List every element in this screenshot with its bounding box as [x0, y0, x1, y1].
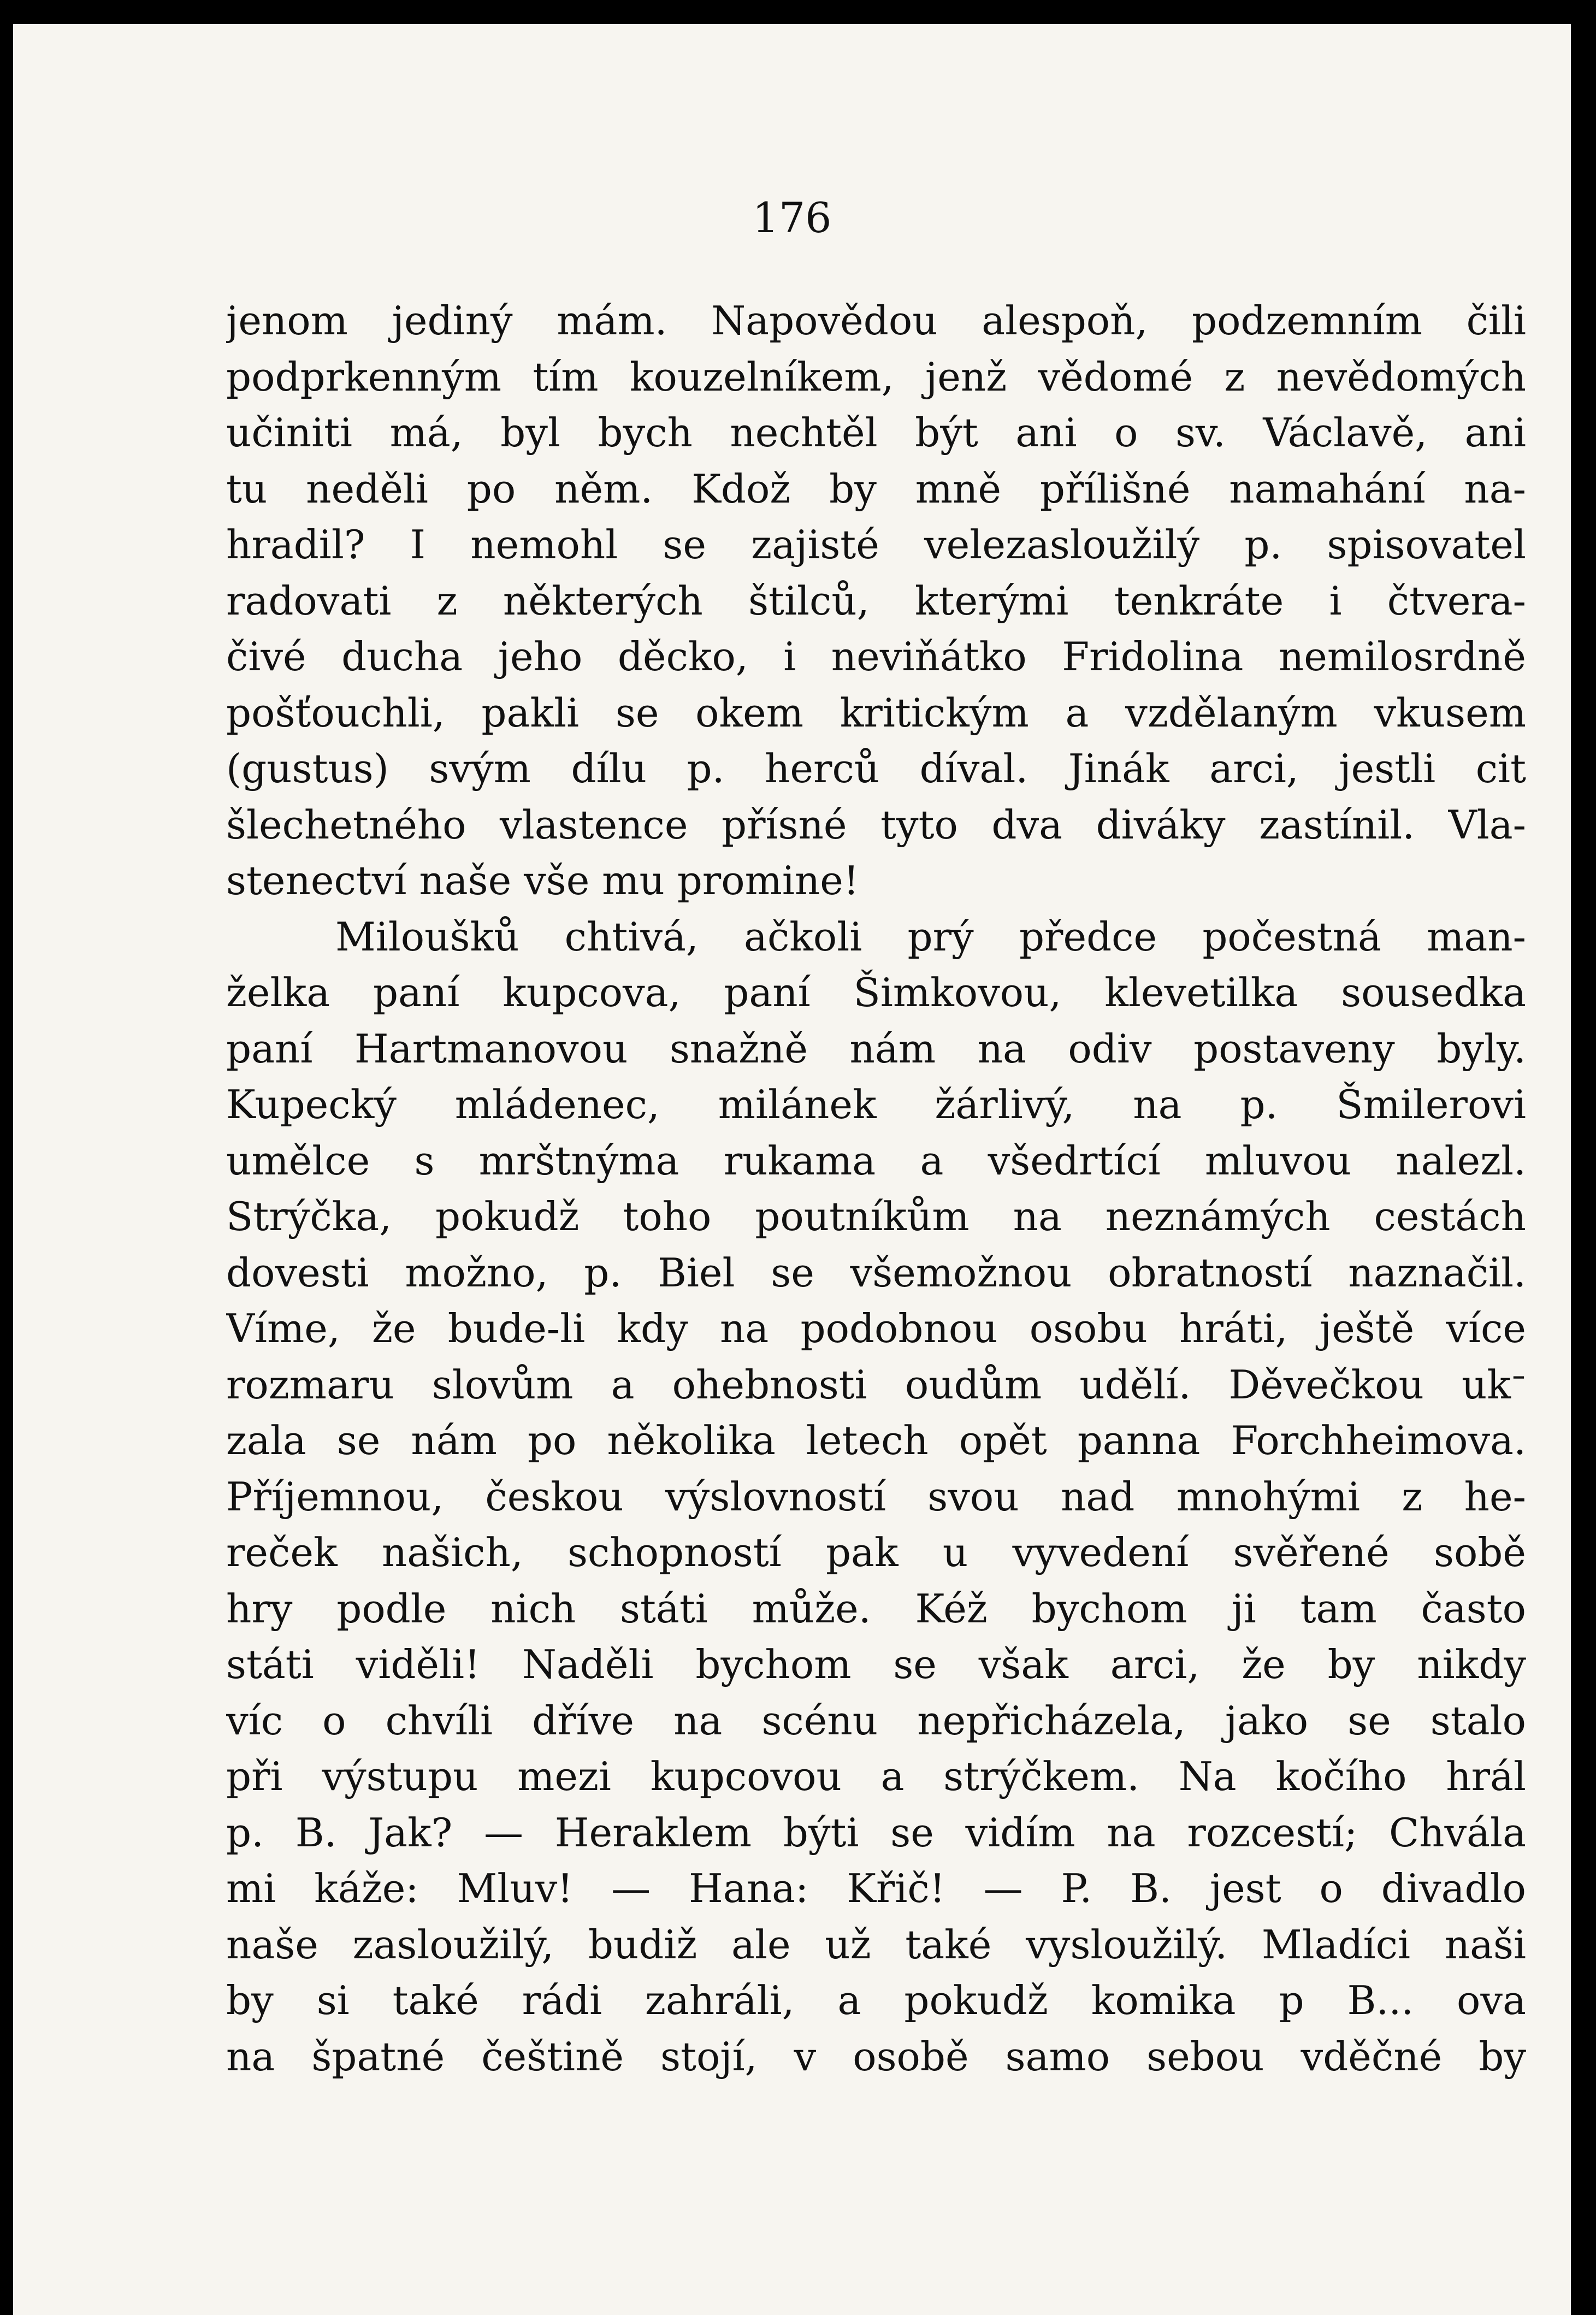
- text-line: Příjemnou, českou výslovností svou nad mnohými z he-: [226, 1473, 1526, 1520]
- text-line: státi viděli! Naděli bychom se však arci, že by nikdy: [226, 1641, 1526, 1687]
- text-line: hry podle nich státi může. Kéž bychom ji tam často: [226, 1585, 1526, 1632]
- text-line: při výstupu mezi kupcovou a strýčkem. Na kočího hrál: [226, 1753, 1526, 1799]
- text-line: tu neděli po něm. Kdož by mně přílišné namahání na-: [226, 465, 1526, 512]
- text-line: by si také rádi zahráli, a pokudž komika p B... ova: [226, 1977, 1526, 2023]
- text-line: umělce s mrštnýma rukama a všedrtící mluvou nalezl.: [226, 1137, 1526, 1184]
- text-line: mi káže: Mluv! — Hana: Křič! — P. B. jest o divadlo: [226, 1865, 1526, 1911]
- text-line: dovesti možno, p. Biel se všemožnou obratností naznačil.: [226, 1249, 1526, 1296]
- text-line: naše zasloužilý, budiž ale už také vysloužilý. Mladíci naši: [226, 1921, 1526, 1968]
- paragraph-end-line: stenectví naše vše mu promine!: [226, 858, 859, 903]
- text-line: jenom jediný mám. Napovědou alespoň, podzemním čili: [226, 298, 1526, 344]
- text-line: zala se nám po několika letech opět panna Forchheimova.: [226, 1418, 1526, 1463]
- text-line: hradil? I nemohl se zajisté velezasloužilý p. spisovatel: [226, 522, 1526, 568]
- text-line: p. B. Jak? — Heraklem býti se vidím na rozcestí; Chvála: [226, 1809, 1526, 1856]
- text-line: Kupecký mládenec, milánek žárlivý, na p. Šmilerovi: [226, 1082, 1526, 1127]
- text-line: reček našich, schopností pak u vyvedení svěřené sobě: [226, 1529, 1526, 1575]
- text-line: čivé ducha jeho děcko, i neviňátko Fridolina nemilosrdně: [226, 634, 1526, 680]
- paragraph-start-line: Miloušků chtivá, ačkoli prý předce počestná man-: [335, 913, 1526, 960]
- text-line: pošťouchli, pakli se okem kritickým a vzdělaným vkusem: [226, 689, 1526, 736]
- text-line: Strýčka, pokudž toho poutníkům na neznámých cestách: [226, 1194, 1526, 1239]
- text-line: Víme, že bude-li kdy na podobnou osobu hráti, ještě více: [226, 1306, 1526, 1351]
- text-line: radovati z některých štilců, kterými tenkráte i čtvera-: [226, 577, 1526, 624]
- text-line: paní Hartmanovou snažně nám na odiv postaveny byly.: [226, 1025, 1526, 1072]
- body-text: [226, 293, 1526, 2084]
- text-line: rozmaru slovům a ohebnosti oudům udělí. Děvečkou ukᐨ: [226, 1361, 1526, 1408]
- book-page: [13, 24, 1571, 2315]
- page-number: 176: [752, 193, 832, 242]
- text-line: želka paní kupcova, paní Šimkovou, klevetilka sousedka: [226, 970, 1526, 1015]
- text-line: víc o chvíli dříve na scénu nepřicházela, jako se stalo: [226, 1697, 1526, 1744]
- text-line: (gustus) svým dílu p. herců díval. Jinák arci, jestli cit: [226, 746, 1526, 792]
- text-line: šlechetného vlastence přísné tyto dva diváky zastínil. Vla-: [226, 801, 1526, 848]
- text-line: na špatné češtině stojí, v osobě samo sebou vděčné by: [226, 2033, 1526, 2080]
- text-line: podprkenným tím kouzelníkem, jenž vědomé z nevědomých: [226, 353, 1526, 400]
- text-line: učiniti má, byl bych nechtěl být ani o sv. Václavě, ani: [226, 410, 1526, 456]
